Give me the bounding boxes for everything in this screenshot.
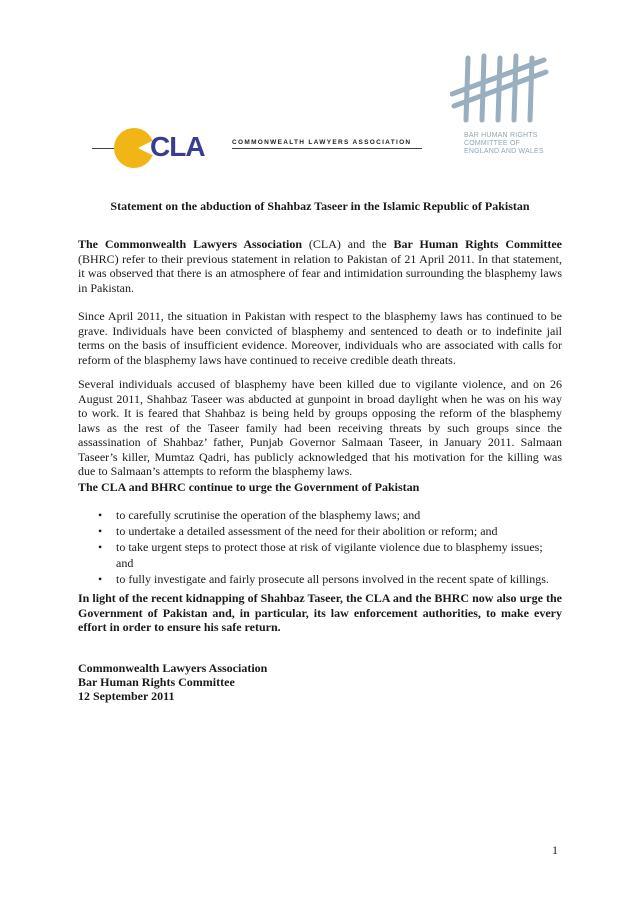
page-number: 1 [552,843,558,857]
cla-abbrev: CLA [150,131,205,162]
bhrc-line: ENGLAND AND WALES [464,148,544,155]
list-item-text: to fully investigate and fairly prosecute all persons involved in the recent spate of killings. [116,572,549,586]
urge-heading: The CLA and BHRC continue to urge the Government of Pakistan [78,480,420,494]
text-span: (BHRC) refer to their previous statement in relation to Pakistan of 21 April 2011. In that statement, it was observed that there is an atmosphere of fear and intimidation surrounding the blasphemy laws in Pakistan. [78,251,562,295]
bhrc-line: COMMITTEE OF [464,140,521,147]
bullet-icon: • [98,524,103,538]
demands-list [78,507,562,587]
document-title: Statement on the abduction of Shahbaz Taseer in the Islamic Republic of Pakistan [110,199,530,213]
list-item [78,571,562,587]
org-cla: The Commonwealth Lawyers Association [78,237,302,251]
list-item-text: to undertake a detailed assessment of the need for their abolition or reform; and [116,524,498,538]
bullet-icon: • [98,508,103,522]
bhrc-line: BAR HUMAN RIGHTS [464,132,538,139]
list-item-text: to take urgent steps to protect those at risk of vigilante violence due to blasphemy issues; and [116,540,543,570]
paragraph-situation: Since April 2011, the situation in Pakistan with respect to the blasphemy laws has continued to be grave. Individuals have been convicted of blasphemy and sentenced to death or to indefinite jail terms on the basis of insufficient evidence. Moreover, individuals who are associated with calls for reform of the blasphemy laws have continued to receive credible death threats. [78,309,562,367]
signature-date: 12 September 2011 [78,689,175,703]
bhrc-emblem-icon [450,50,580,130]
paragraph-urge-return: In light of the recent kidnapping of Shahbaz Taseer, the CLA and the BHRC now also urge the Government of Pakistan and, in particular, its law enforcement authorities, to make every effort in order to ensure his safe return. [78,591,562,634]
paragraph-intro [78,237,562,295]
bhrc-logo-text [464,132,544,156]
text-span: (CLA) and the [302,237,394,251]
list-item-text: to carefully scrutinise the operation of the blasphemy laws; and [116,508,421,522]
bhrc-logo [450,50,580,165]
list-item [78,523,562,539]
list-item [78,539,562,571]
cla-name: COMMONWEALTH LAWYERS ASSOCIATION [232,139,412,146]
signature-block [78,661,267,703]
cla-rule-left [92,148,114,149]
signature-org-bhrc: Bar Human Rights Committee [78,675,235,689]
bullet-icon: • [98,572,103,586]
bullet-icon: • [98,540,103,554]
list-item [78,507,562,523]
cla-rule-right [232,148,422,149]
cla-logo [92,128,422,168]
signature-org-cla: Commonwealth Lawyers Association [78,661,268,675]
paragraph-abduction: Several individuals accused of blasphemy have been killed due to vigilante violence, and on 26 August 2011, Shahbaz Taseer was abducted at gunpoint in broad daylight when he was on his way to work. It is feared that Shahbaz is being held by groups opposing the reform of the blasphemy laws as the rest of the Taseer family had been receiving threats by such groups since the assassination of Shahbaz’ father, Punjab Governor Salmaan Taseer, in January 2011. Salmaan Taseer’s killer, Mumtaz Qadri, has publicly acknowledged that his motivation for the killing was due to Salmaan’s attempts to reform the blasphemy laws. [78,377,562,478]
org-bhrc: Bar Human Rights Committee [393,237,562,251]
